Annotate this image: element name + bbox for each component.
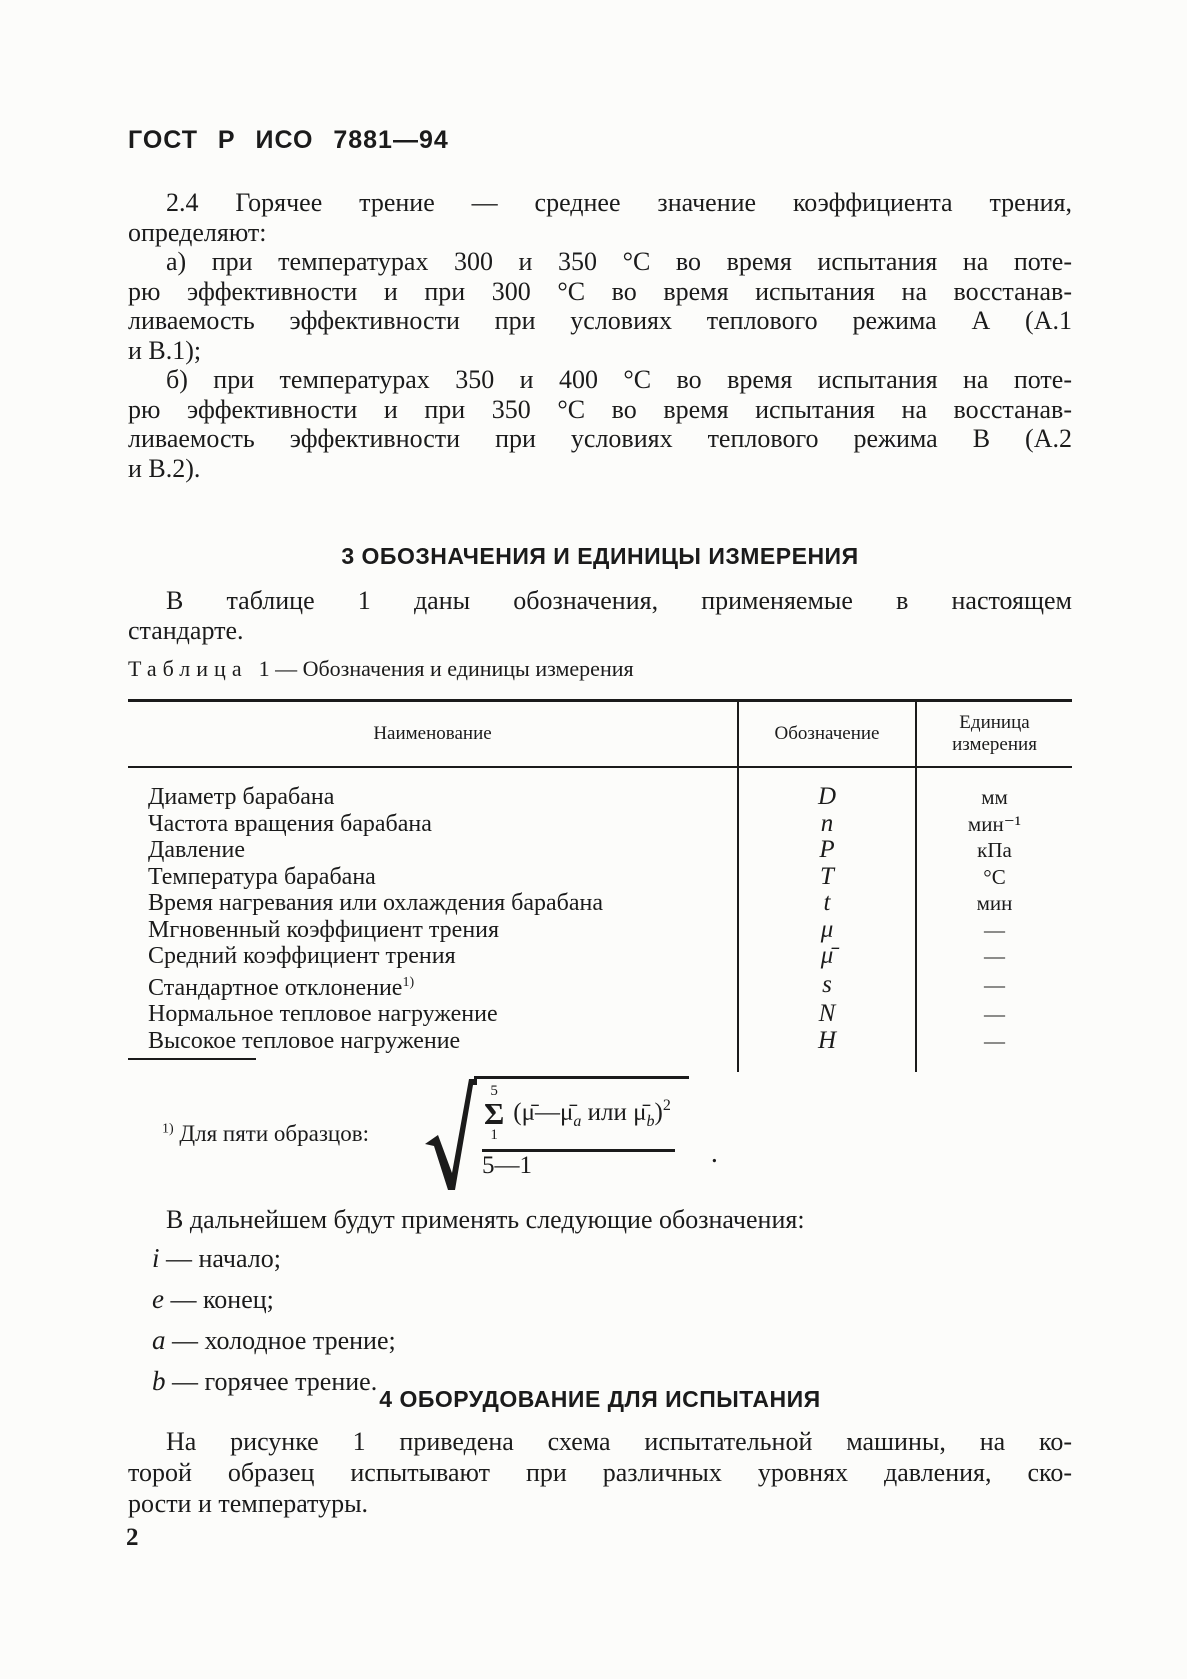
formula-expression: ($\mū—\mū_a$ или $\mū_b)^2$ xyxy=(513,1096,671,1130)
table-row: Температура барабана T °С xyxy=(128,864,1072,891)
formula-denominator: 5—1 xyxy=(481,1152,532,1179)
notation-lead: В дальнейшем будут применять следующие обозначения: xyxy=(166,1205,805,1234)
table-caption xyxy=(128,656,1072,682)
table-row: Диаметр барабана D мм xyxy=(128,767,1072,811)
footnote-label: $^{1)}$ Для пяти образцов: xyxy=(162,1121,369,1146)
table-row: Стандартное отклонение$^{1)}$ s — xyxy=(128,970,1072,1002)
text-line: и В.1); xyxy=(128,335,202,365)
formula-fraction xyxy=(474,1076,689,1180)
table-caption-word: Таблица xyxy=(128,656,248,681)
notation-text: — холодное трение; xyxy=(172,1326,396,1355)
notation-list xyxy=(128,1202,1072,1402)
table-header-row xyxy=(128,701,1072,768)
section-3-heading: 3 ОБОЗНАЧЕНИЯ И ЕДИНИЦЫ ИЗМЕРЕНИЯ xyxy=(341,543,859,569)
table-row: Давление P кПа xyxy=(128,837,1072,864)
section-4-paragraph xyxy=(128,1426,1072,1519)
col-header-name: Наименование xyxy=(128,701,738,768)
symbols-table xyxy=(128,699,1072,1072)
text-line: 2.4 Горячее трение — среднее значение коэффициента трения, xyxy=(166,188,1072,217)
table-head xyxy=(128,701,1072,768)
col-header-symbol: Обозначение xyxy=(738,701,916,768)
formula-radical xyxy=(425,1076,718,1192)
sigma-symbol: Σ xyxy=(483,1096,505,1131)
notation-text: — конец; xyxy=(170,1285,274,1314)
text-line: рю эффективности и при 300 °С во время испытания на восстанав- xyxy=(128,276,1072,306)
text-line: а) при температурах 300 и 350 °С во время испытания на поте- xyxy=(166,247,1072,276)
notation-symbol: i xyxy=(152,1243,160,1273)
text-line: торой образец испытывают при различных уровнях давления, ско- xyxy=(128,1458,1072,1487)
table-row: Средний коэффициент трения μ̄ — xyxy=(128,943,1072,970)
table-row: Время нагревания или охлаждения барабана t мин xyxy=(128,890,1072,917)
list-item xyxy=(128,1279,1072,1320)
text-line: стандарте. xyxy=(128,615,244,645)
footnote-ref: 1) xyxy=(402,974,415,990)
notation-symbol: b xyxy=(152,1366,166,1396)
text-line: ливаемость эффективности при условиях теплового режима А (А.1 xyxy=(128,306,1072,335)
section-4-heading: 4 ОБОРУДОВАНИЕ ДЛЯ ИСПЫТАНИЯ xyxy=(379,1386,821,1412)
table-row: Нормальное тепловое нагружение N — xyxy=(128,1001,1072,1028)
text-line: На рисунке 1 приведена схема испытательной машины, на ко- xyxy=(166,1427,1072,1456)
section-3-intro xyxy=(128,586,1072,645)
table-row: Высокое тепловое нагружение H — xyxy=(128,1028,1072,1073)
table-caption-rest: — Обозначения и единицы измерения xyxy=(275,656,634,681)
formula-period: . xyxy=(710,1138,718,1169)
notation-symbol: e xyxy=(152,1284,164,1314)
formula-numerator xyxy=(482,1082,675,1152)
section-2-4 xyxy=(128,188,1072,483)
notation-symbol: a xyxy=(152,1325,166,1355)
text-line: рю эффективности и при 350 °С во время испытания на восстанав- xyxy=(128,394,1072,424)
text-line: и В.2). xyxy=(128,453,201,483)
footnote-marker: 1) xyxy=(162,1121,174,1137)
sum-lower-limit: 1 xyxy=(490,1127,498,1143)
text-line: В таблице 1 даны обозначения, применяемые в настоящем xyxy=(166,586,1072,615)
text-line: ливаемость эффективности при условиях теплового режима В (А.2 xyxy=(128,424,1072,453)
paragraph-item-b xyxy=(128,365,1072,483)
text-line: рости и температуры. xyxy=(128,1489,369,1518)
radical-sign-icon xyxy=(425,1076,477,1192)
notation-text: — начало; xyxy=(166,1244,281,1273)
notation-text: — горячее трение. xyxy=(172,1367,378,1396)
table-footnote xyxy=(128,1076,1072,1192)
sum-upper-limit: 5 xyxy=(490,1083,498,1099)
list-item xyxy=(128,1320,1072,1361)
document-header: ГОСТ Р ИСО 7881—94 xyxy=(128,126,449,154)
table-row: Мгновенный коэффициент трения μ — xyxy=(128,917,1072,944)
footnote-separator xyxy=(128,1058,256,1060)
paragraph-2-4 xyxy=(128,188,1072,247)
table-row: Частота вращения барабана n мин⁻¹ xyxy=(128,811,1072,838)
page-number: 2 xyxy=(126,1524,139,1551)
text-line: б) при температурах 350 и 400 °С во время испытания на поте- xyxy=(166,365,1072,394)
paragraph-item-a xyxy=(128,247,1072,365)
col-header-unit: Единица измерения xyxy=(916,701,1072,768)
summation xyxy=(484,1084,504,1143)
list-item xyxy=(128,1238,1072,1279)
text-line: определяют: xyxy=(128,217,267,247)
table-body xyxy=(128,767,1072,1072)
row-name-text: Стандартное отклонение xyxy=(148,974,403,1001)
table-caption-number: 1 xyxy=(258,656,270,681)
